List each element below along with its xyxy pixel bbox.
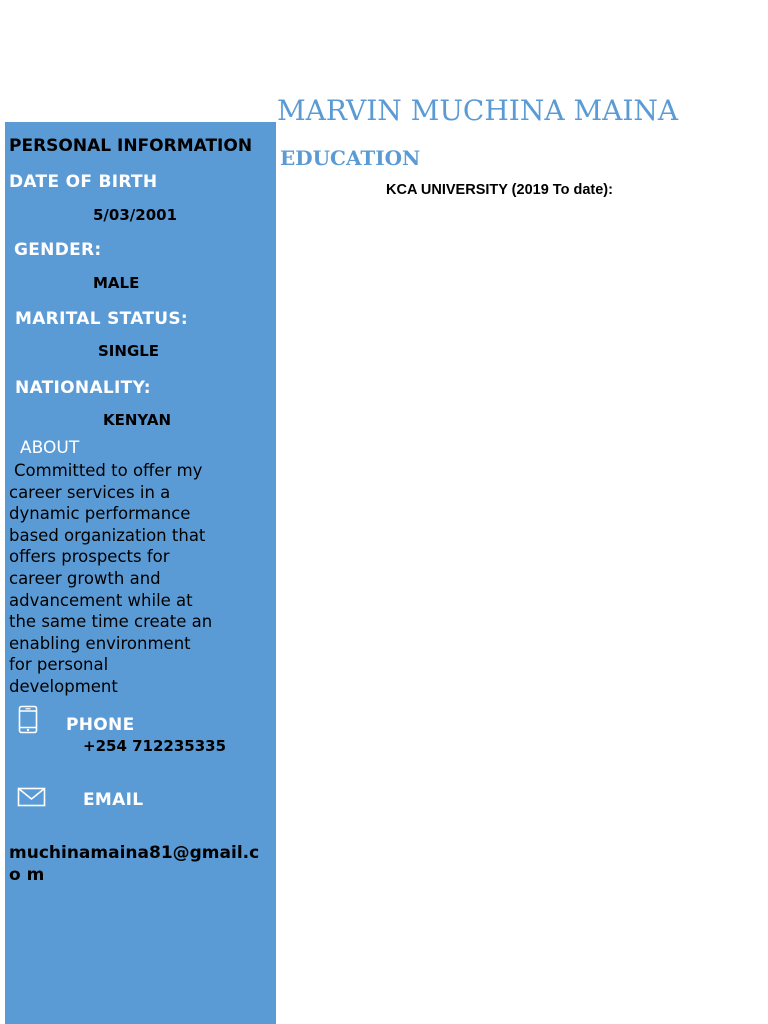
education-item: KCA UNIVERSITY (2019 To date): (386, 182, 613, 198)
about-line: development (9, 676, 118, 696)
marital-status-label: MARITAL STATUS: (15, 309, 188, 329)
education-heading: EDUCATION (280, 146, 421, 170)
nationality-label: NATIONALITY: (15, 378, 151, 398)
envelope-icon (17, 787, 46, 807)
about-line: enabling environment (9, 633, 191, 653)
about-line: for personal (9, 655, 109, 675)
nationality-value: KENYAN (103, 411, 172, 429)
about-line: offers prospects for (9, 547, 170, 567)
personal-information-heading: PERSONAL INFORMATION (9, 136, 253, 156)
email-label: EMAIL (83, 790, 144, 810)
about-line: dynamic performance (9, 504, 191, 524)
about-text (9, 460, 226, 698)
mobile-phone-icon (18, 705, 38, 735)
about-line: career services in a (9, 482, 171, 502)
candidate-name: MARVIN MUCHINA MAINA (277, 94, 679, 127)
phone-value: +254 712235335 (83, 737, 227, 755)
email-value[interactable]: muchinamaina81@gmail.c o m (9, 843, 260, 885)
date-of-birth-value: 5/03/2001 (93, 206, 178, 224)
gender-label: GENDER: (14, 240, 102, 260)
about-line: Committed to offer my (14, 461, 203, 480)
date-of-birth-label: DATE OF BIRTH (9, 172, 158, 192)
about-line: advancement while at (9, 590, 193, 610)
phone-label: PHONE (66, 715, 135, 735)
marital-status-value: SINGLE (98, 342, 160, 360)
about-line: based organization that (9, 525, 206, 545)
gender-value: MALE (93, 274, 140, 292)
about-line: the same time create an (9, 612, 213, 632)
about-label: ABOUT (20, 438, 80, 458)
about-line: career growth and (9, 568, 161, 588)
